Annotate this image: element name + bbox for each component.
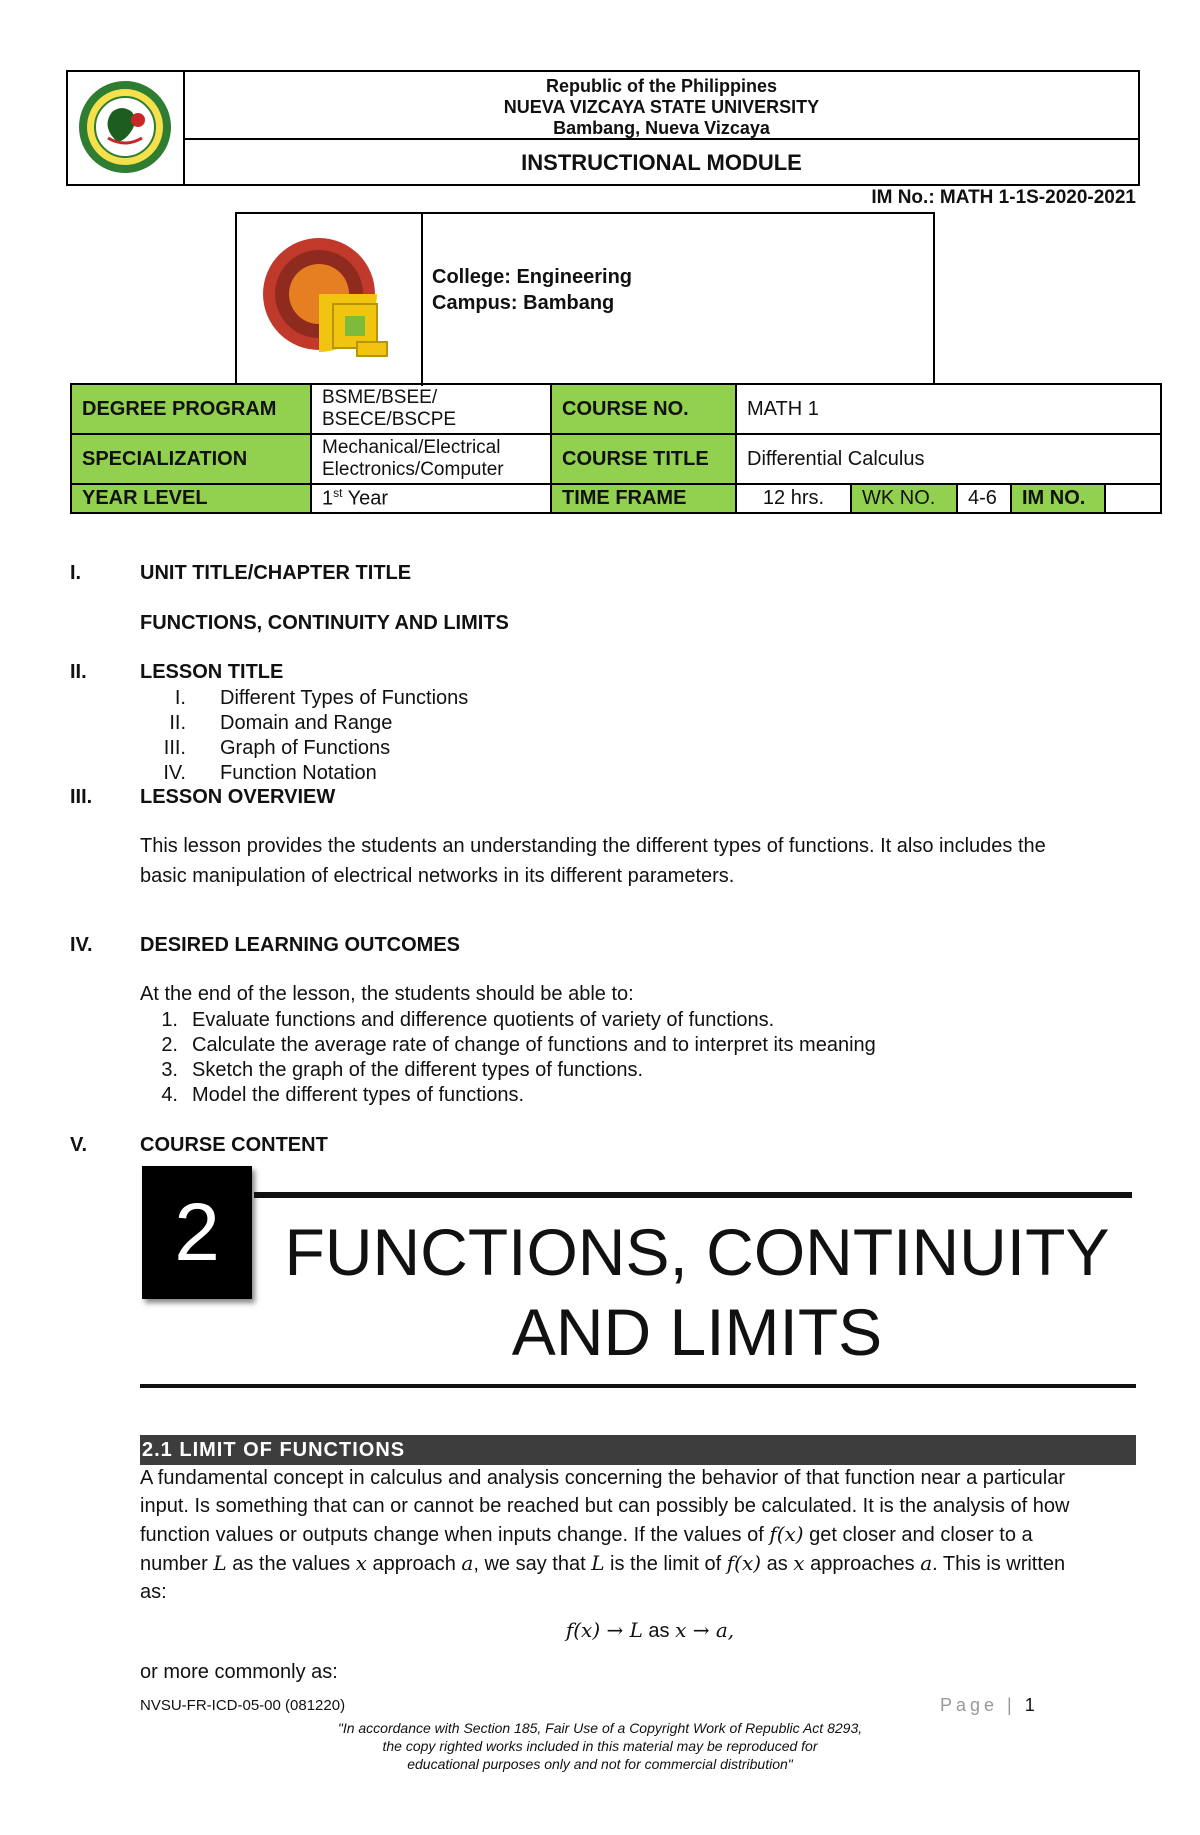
chapter-rule: [254, 1192, 1132, 1198]
section-1-title: UNIT TITLE/CHAPTER TITLE: [140, 562, 412, 584]
overview-line: basic manipulation of electrical networks in its different parameters.: [140, 865, 735, 887]
outcomes-intro: At the end of the lesson, the students should be able to:: [140, 983, 634, 1005]
paragraph-line: [140, 1520, 1140, 1549]
math-x: x: [793, 1551, 805, 1575]
text-run: approaches: [804, 1553, 921, 1575]
lesson-num: IV.: [163, 762, 186, 784]
closing-line: or more commonly as:: [140, 1661, 338, 1683]
form-code: NVSU-FR-ICD-05-00 (081220): [140, 1697, 346, 1714]
section-3-title: LESSON OVERVIEW: [140, 786, 336, 808]
text-run: as the values: [226, 1553, 356, 1575]
course-no-label: COURSE NO.: [551, 384, 736, 434]
week-no-label: WK NO.: [852, 485, 958, 512]
section-2-number: II.: [70, 661, 87, 683]
header-title-block: [185, 72, 1138, 140]
formula-left: f(x) → L: [565, 1618, 643, 1642]
chapter-divider: [140, 1384, 1136, 1388]
math-L: L: [213, 1551, 227, 1575]
college-details: [432, 264, 632, 316]
spec-value-line1: Mechanical/Electrical: [322, 437, 501, 458]
overview-paragraph: [140, 831, 1140, 891]
outcome-num: 1.: [161, 1009, 178, 1031]
lesson-num: III.: [163, 737, 186, 759]
paragraph-line: A fundamental concept in calculus and analysis concerning the behavior of that function near a particular: [140, 1467, 1066, 1489]
overview-line: This lesson provides the students an understanding the different types of functions. It also includes the: [140, 835, 1046, 857]
year-level-label: YEAR LEVEL: [71, 484, 311, 513]
copyright-notice: [0, 1719, 1200, 1773]
text-run: . This is written: [932, 1553, 1066, 1575]
notice-line: educational purposes only and not for commercial distribution": [407, 1756, 793, 1772]
section-4-title: DESIRED LEARNING OUTCOMES: [140, 934, 461, 956]
specialization-label: SPECIALIZATION: [71, 434, 311, 484]
notice-line: the copy righted works included in this material may be reproduced for: [382, 1738, 818, 1754]
outcome-num: 3.: [161, 1059, 178, 1081]
course-info-table: [70, 383, 1162, 514]
chapter-title-line2: AND LIMITS: [511, 1295, 883, 1369]
college-logo: [237, 214, 423, 386]
university-seal: [68, 72, 185, 184]
lesson-text: Domain and Range: [220, 712, 393, 734]
list-item: [140, 1033, 1140, 1058]
year-word: Year: [342, 487, 389, 510]
year-sup: st: [333, 486, 343, 501]
chapter-title: [262, 1212, 1132, 1372]
college-name: College: Engineering: [432, 266, 633, 288]
limit-paragraph: [140, 1464, 1140, 1606]
engineering-logo: [237, 214, 421, 386]
time-frame-value: 12 hrs.: [737, 485, 852, 512]
lesson-num: II.: [169, 712, 186, 734]
course-title-label: COURSE TITLE: [551, 434, 736, 484]
chapter-title-line1: FUNCTIONS, CONTINUITY: [284, 1215, 1110, 1289]
limit-formula: [0, 1618, 1200, 1643]
lesson-text: Graph of Functions: [220, 737, 391, 759]
college-box: [235, 212, 935, 384]
math-fx: f(x): [769, 1522, 804, 1546]
chapter-number: 2: [142, 1166, 252, 1299]
section-5-number: V.: [70, 1134, 88, 1156]
text-run: approach: [366, 1553, 462, 1575]
formula-as: as: [642, 1620, 676, 1642]
list-item: [140, 711, 740, 736]
outcome-text: Model the different types of functions.: [192, 1084, 525, 1106]
section-1-number: I.: [70, 562, 82, 584]
list-item: [140, 761, 740, 786]
degree-program-value: [311, 384, 551, 434]
notice-line: "In accordance with Section 185, Fair Use of a Copyright Work of Republic Act 8293,: [337, 1720, 863, 1736]
degree-value-line2: BSECE/BSCPE: [322, 409, 457, 430]
year-level-value: [311, 484, 551, 513]
specialization-value: [311, 434, 551, 484]
republic-line: Republic of the Philippines: [545, 76, 777, 96]
university-name: NUEVA VIZCAYA STATE UNIVERSITY: [503, 97, 820, 117]
lesson-list: [140, 686, 740, 786]
im-no-label: IM NO.: [1012, 485, 1106, 512]
text-run: function values or outputs change when inputs change. If the values of: [140, 1524, 770, 1546]
university-address: Bambang, Nueva Vizcaya: [553, 118, 770, 138]
text-run: get closer and closer to a: [803, 1524, 1033, 1546]
degree-program-label: DEGREE PROGRAM: [71, 384, 311, 434]
page-num: 1: [1024, 1695, 1035, 1715]
time-frame-label: TIME FRAME: [551, 484, 736, 513]
math-L: L: [591, 1551, 605, 1575]
list-item: [140, 1058, 1140, 1083]
math-a: a: [920, 1551, 933, 1575]
outcome-num: 4.: [161, 1084, 178, 1106]
section-3-number: III.: [70, 786, 93, 808]
formula-right: x → a,: [675, 1618, 735, 1642]
degree-value-line1: BSME/BSEE/: [322, 387, 438, 408]
section-2-title: LESSON TITLE: [140, 661, 284, 683]
university-seal-logo: [68, 72, 183, 184]
outcome-text: Calculate the average rate of change of functions and to interpret its meaning: [192, 1034, 876, 1056]
week-no-value: 4-6: [958, 485, 1012, 512]
paragraph-line: [140, 1549, 1140, 1578]
math-fx: f(x): [726, 1551, 762, 1575]
lesson-num: I.: [174, 687, 186, 709]
list-item: [140, 1083, 1140, 1108]
section-4-number: IV.: [70, 934, 93, 956]
outcome-num: 2.: [161, 1034, 178, 1056]
page-number: [940, 1695, 1035, 1716]
spec-value-line2: Electronics/Computer: [322, 459, 504, 480]
course-title-value: Differential Calculus: [736, 434, 1161, 484]
list-item: [140, 1008, 1140, 1033]
math-x: x: [355, 1551, 367, 1575]
section-heading: 2.1 LIMIT OF FUNCTIONS: [140, 1435, 1136, 1465]
page-label: Page |: [940, 1695, 1025, 1715]
text-run: number: [140, 1553, 214, 1575]
math-a: a: [461, 1551, 474, 1575]
chapter-title-text: FUNCTIONS, CONTINUITY AND LIMITS: [140, 612, 509, 634]
campus-name: Campus: Bambang: [432, 292, 615, 314]
lesson-text: Different Types of Functions: [220, 687, 469, 709]
year-num: 1: [322, 487, 334, 510]
document-header: [66, 70, 1140, 186]
outcomes-list: [140, 1008, 1140, 1108]
paragraph-line: input. Is something that can or cannot be reached but can possibly be calculated. It is the analysis of how: [140, 1495, 1070, 1517]
outcome-text: Sketch the graph of the different types of functions.: [192, 1059, 644, 1081]
module-type: INSTRUCTIONAL MODULE: [521, 150, 802, 175]
outcome-text: Evaluate functions and difference quotients of variety of functions.: [192, 1009, 775, 1031]
list-item: [140, 686, 740, 711]
paragraph-line: as:: [140, 1581, 167, 1603]
text-run: , we say that: [473, 1553, 592, 1575]
im-number: IM No.: MATH 1-1S-2020-2021: [871, 187, 1136, 208]
lesson-text: Function Notation: [220, 762, 377, 784]
list-item: [140, 736, 740, 761]
section-5-title: COURSE CONTENT: [140, 1134, 328, 1156]
text-run: is the limit of: [604, 1553, 727, 1575]
course-no-value: MATH 1: [736, 384, 1161, 434]
text-run: as: [761, 1553, 794, 1575]
im-no-value: [1106, 485, 1160, 512]
time-frame-group: [736, 484, 1161, 513]
